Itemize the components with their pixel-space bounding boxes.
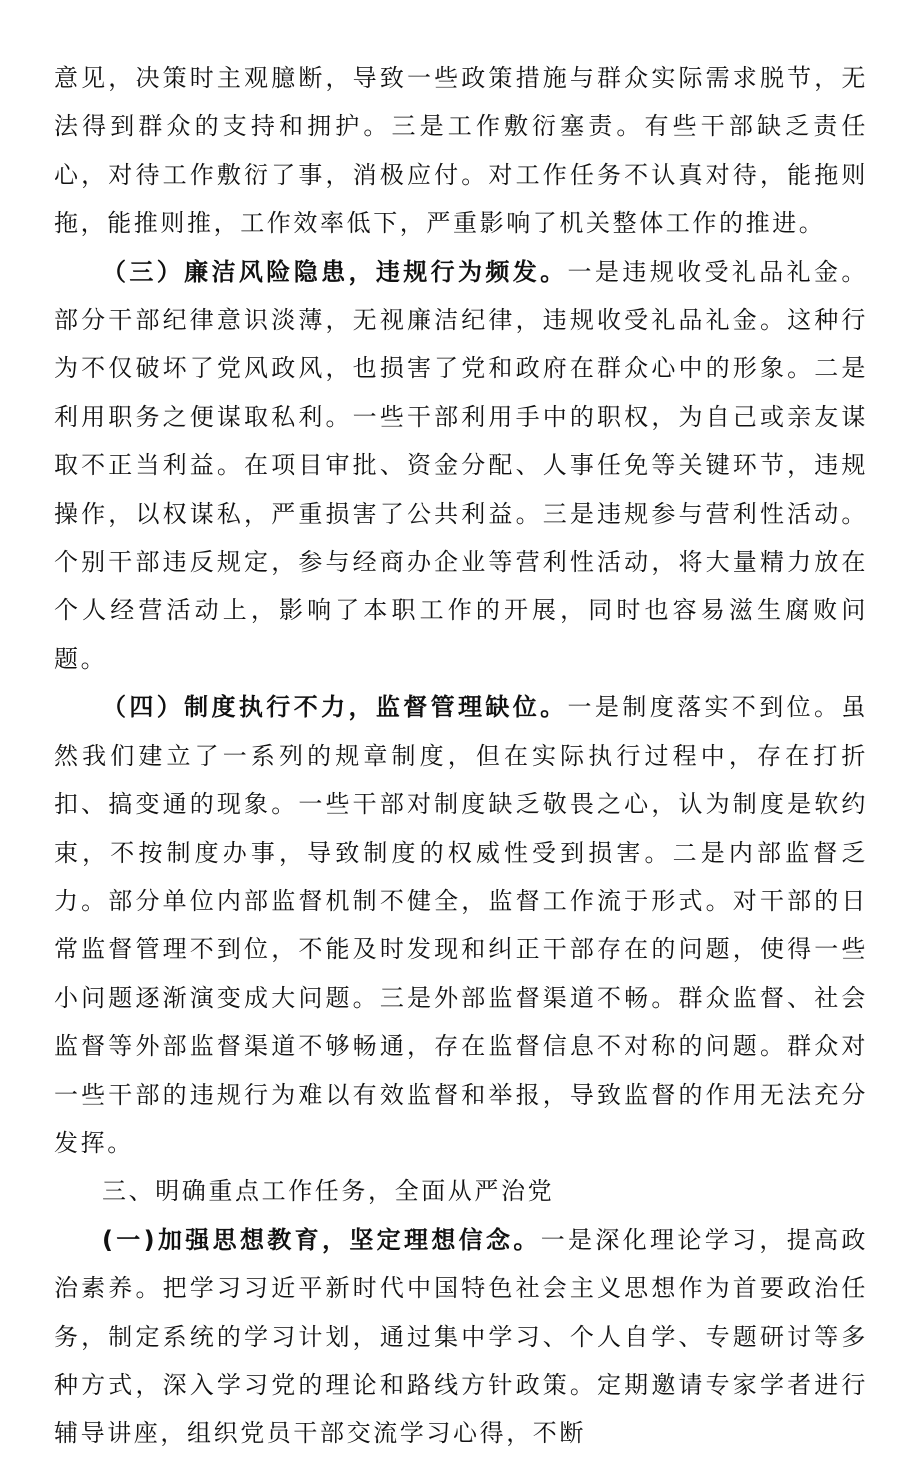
paragraph-text: 一是制度落实不到位。虽然我们建立了一系列的规章制度，但在实际执行过程中，存在打折扣、搞变通的现象。一些干部对制度缺乏敬畏之心，认为制度是软约束，不按制度办事，导致制度的权威性受到损害。二是内部监督乏力。部分单位内部监督机制不健全，监督工作流于形式。对干部的日常监督管理不到位，不能及时发现和纠正干部存在的问题，使得一些小问题逐渐演变成大问题。三是外部监督渠道不畅。群众监督、社会监督等外部监督渠道不够畅通，存在监督信息不对称的问题。群众对一些干部的违规行为难以有效监督和举报，导致监督的作用无法充分发挥。 bbox=[54, 693, 868, 1157]
paragraph-text: 意见，决策时主观臆断，导致一些政策措施与群众实际需求脱节，无法得到群众的支持和拥护。三是工作敷衍塞责。有些干部缺乏责任心，对待工作敷衍了事，消极应付。对工作任务不认真对待，能拖则拖，能推则推，工作效率低下，严重影响了机关整体工作的推进。 bbox=[54, 64, 868, 238]
paragraph-ideological-education bbox=[54, 1216, 868, 1458]
paragraph-text: 一是深化理论学习，提高政治素养。把学习习近平新时代中国特色社会主义思想作为首要政治任务，制定系统的学习计划，通过集中学习、个人自学、专题研讨等多种方式，深入学习党的理论和路线方针政策。定期邀请专家学者进行辅导讲座，组织党员干部交流学习心得，不断 bbox=[54, 1225, 869, 1448]
paragraph-lead-heading: （四）制度执行不力，监督管理缺位。 bbox=[102, 693, 568, 722]
paragraph-lead-heading: (一)加强思想教育，坚定理想信念。 bbox=[102, 1225, 541, 1254]
section-heading: 三、明确重点工作任务，全面从严治党 bbox=[102, 1177, 555, 1206]
paragraph-system-enforcement bbox=[54, 683, 868, 1167]
paragraph-continuation bbox=[54, 54, 868, 248]
paragraph-lead-heading: （三）廉洁风险隐患，违规行为频发。 bbox=[102, 257, 568, 286]
paragraph-integrity-risks bbox=[54, 248, 868, 684]
paragraph-text: 一是违规收受礼品礼金。部分干部纪律意识淡薄，无视廉洁纪律，违规收受礼品礼金。这种行为不仅破坏了党风政风，也损害了党和政府在群众心中的形象。二是利用职务之便谋取私利。一些干部利用手中的职权，为自己或亲友谋取不正当利益。在项目审批、资金分配、人事任免等关键环节，违规操作，以权谋私，严重损害了公共利益。三是违规参与营利性活动。个别干部违反规定，参与经商办企业等营利性活动，将大量精力放在个人经营活动上，影响了本职工作的开展，同时也容易滋生腐败问题。 bbox=[54, 257, 868, 673]
